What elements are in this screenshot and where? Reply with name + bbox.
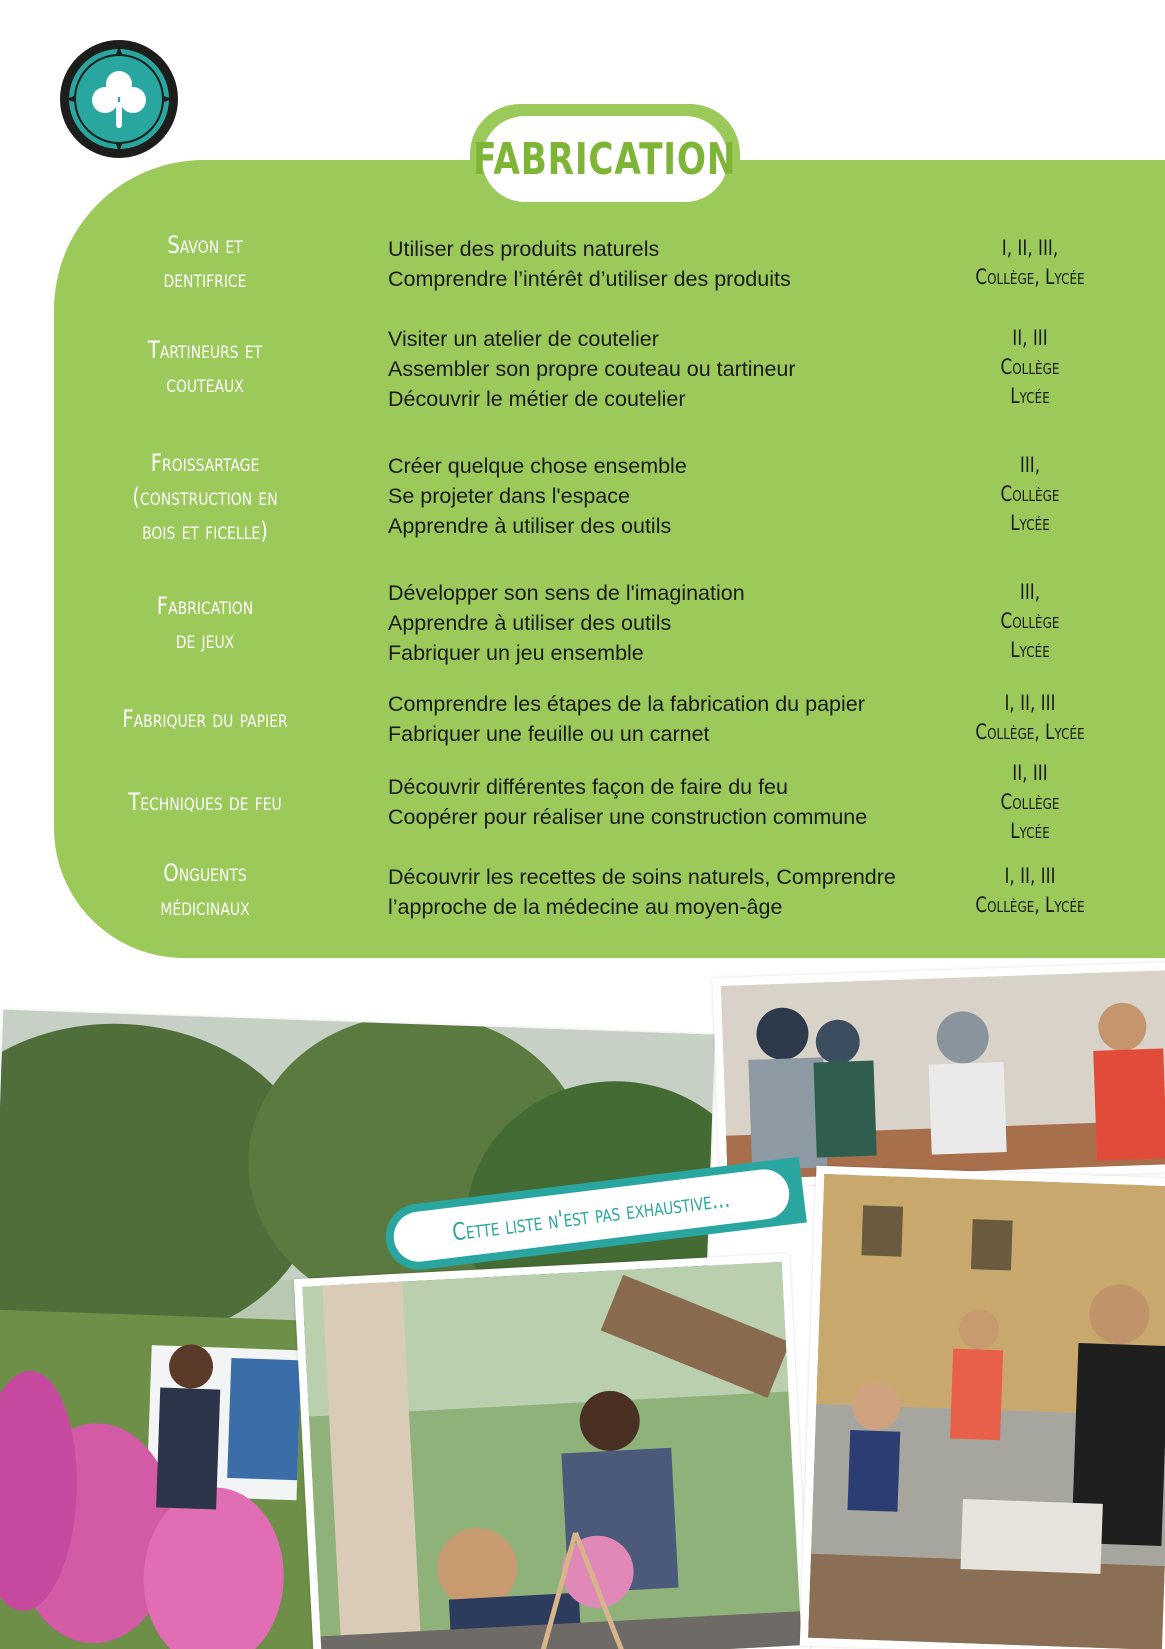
logo (60, 40, 178, 158)
activity-topic: Onguents médicinaux (160, 859, 250, 921)
activity-levels: III, Collège Lycée (1000, 453, 1060, 535)
activity-levels: II, III Collège Lycée (1000, 761, 1060, 843)
activity-goals: Développer son sens de l'imagination Apprendre à utiliser des outils Fabriquer un jeu ensemble (388, 581, 745, 665)
activity-topic: Fabrication de jeux (156, 592, 254, 654)
activity-goals: Créer quelque chose ensemble Se projeter dans l'espace Apprendre à utiliser des outils (388, 454, 687, 538)
activity-goals: Découvrir les recettes de soins naturels, Comprendre l’approche de la médecine au moyen-âge (388, 865, 896, 919)
photo-medicinal (800, 1166, 1165, 1649)
activity-topic: Fabriquer du papier (122, 705, 288, 733)
activity-levels: I, II, III Collège, Lycée (975, 864, 1085, 917)
activity-topic: Techniques de feu (128, 788, 282, 816)
activity-goals: Utiliser des produits naturels Comprendre l’intérêt d’utiliser des produits (388, 237, 791, 291)
activity-topic: Tartineurs et couteaux (147, 336, 263, 398)
activity-levels: III, Collège Lycée (1000, 580, 1060, 662)
activity-levels: II, III Collège Lycée (1000, 326, 1060, 408)
activity-goals: Comprendre les étapes de la fabrication du papier Fabriquer une feuille ou un carnet (388, 692, 865, 746)
title-pill (473, 116, 737, 202)
activity-topic: Savon et dentifrice (163, 231, 247, 293)
activity-levels: I, II, III, Collège, Lycée (975, 236, 1085, 289)
activity-goals: Visiter un atelier de coutelier Assembler son propre couteau ou tartineur Découvrir le métier de coutelier (388, 327, 796, 411)
activity-levels: I, II, III Collège, Lycée (975, 691, 1085, 744)
shamrock-compass-icon (60, 40, 178, 158)
photo-classroom (712, 962, 1165, 1188)
photo-froissartage (294, 1253, 810, 1649)
activity-topic: Froissartage (construction en bois et ficelle) (132, 449, 278, 545)
page-title: FABRICATION (473, 133, 737, 185)
activity-goals: Découvrir différentes façon de faire du feu Coopérer pour réaliser une construction commune (388, 775, 868, 829)
banner-text: Cette liste n'est pas exhaustive... (451, 1184, 732, 1247)
